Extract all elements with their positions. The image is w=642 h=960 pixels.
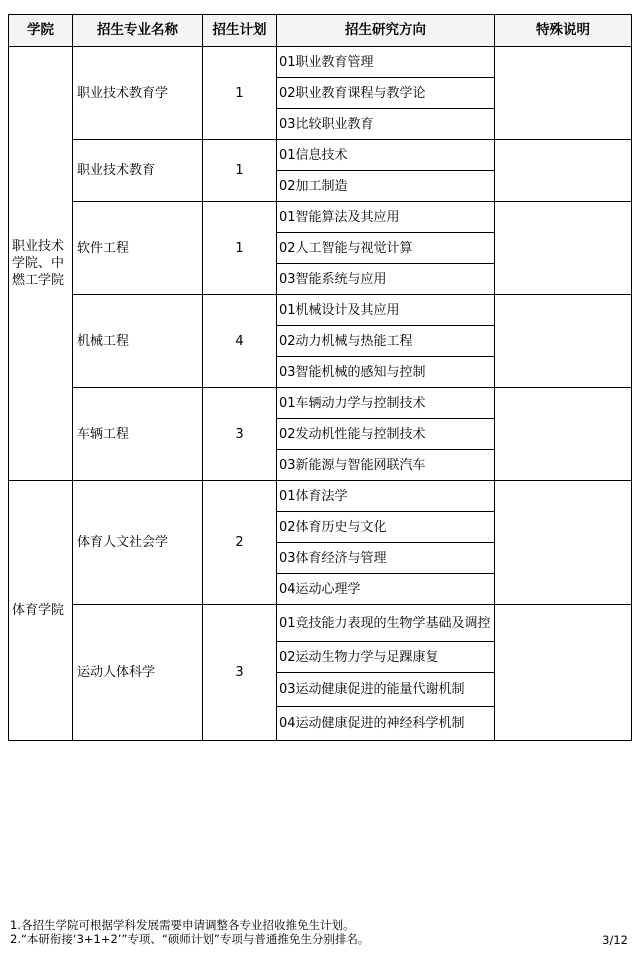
college-cell: 职业技术学院、中燃工学院 [9,47,73,481]
direction-cell: 01车辆动力学与控制技术 [277,388,495,419]
direction-cell: 02运动生物力学与足踝康复 [277,642,495,673]
plan-count-cell: 1 [203,47,277,140]
plan-count-cell: 4 [203,295,277,388]
direction-cell: 01体育法学 [277,481,495,512]
direction-cell: 02加工制造 [277,171,495,202]
table-row [9,140,632,171]
direction-cell: 03新能源与智能网联汽车 [277,450,495,481]
direction-cell: 03运动健康促进的能量代谢机制 [277,673,495,707]
table-row [9,47,632,78]
direction-cell: 03智能机械的感知与控制 [277,357,495,388]
note-cell [495,202,632,295]
footnotes [10,918,369,946]
direction-cell: 02动力机械与热能工程 [277,326,495,357]
header-major: 招生专业名称 [73,15,203,47]
college-cell: 体育学院 [9,481,73,741]
direction-cell: 02职业教育课程与教学论 [277,78,495,109]
header-direction: 招生研究方向 [277,15,495,47]
direction-cell: 01智能算法及其应用 [277,202,495,233]
direction-cell: 01机械设计及其应用 [277,295,495,326]
major-name-cell: 车辆工程 [73,388,203,481]
direction-cell: 01竞技能力表现的生物学基础及调控 [277,605,495,642]
direction-cell: 03智能系统与应用 [277,264,495,295]
direction-cell: 01职业教育管理 [277,47,495,78]
plan-count-cell: 1 [203,202,277,295]
table-row [9,295,632,326]
direction-cell: 02人工智能与视觉计算 [277,233,495,264]
table-row [9,202,632,233]
table-row [9,605,632,642]
footnote-2: 2.“本研衔接‘3+1+2’”专项、“硕师计划”专项与普通推免生分别排名。 [10,932,370,946]
direction-cell: 01信息技术 [277,140,495,171]
major-name-cell: 运动人体科学 [73,605,203,741]
major-name-cell: 职业技术教育学 [73,47,203,140]
table-row [9,388,632,419]
note-cell [495,140,632,202]
direction-cell: 02发动机性能与控制技术 [277,419,495,450]
note-cell [495,605,632,741]
direction-cell: 04运动心理学 [277,574,495,605]
plan-count-cell: 2 [203,481,277,605]
major-name-cell: 职业技术教育 [73,140,203,202]
page-number: 3/12 [602,933,628,947]
header-plan: 招生计划 [203,15,277,47]
major-name-cell: 机械工程 [73,295,203,388]
plan-count-cell: 3 [203,388,277,481]
enrollment-plan-table [8,14,632,741]
note-cell [495,388,632,481]
direction-cell: 02体育历史与文化 [277,512,495,543]
major-name-cell: 体育人文社会学 [73,481,203,605]
note-cell [495,47,632,140]
direction-cell: 03比较职业教育 [277,109,495,140]
note-cell [495,295,632,388]
header-note: 特殊说明 [495,15,632,47]
header-college: 学院 [9,15,73,47]
major-name-cell: 软件工程 [73,202,203,295]
direction-cell: 03体育经济与管理 [277,543,495,574]
footnote-1: 1.各招生学院可根据学科发展需要申请调整各专业招收推免生计划。 [10,918,355,932]
direction-cell: 04运动健康促进的神经科学机制 [277,707,495,741]
plan-count-cell: 1 [203,140,277,202]
plan-count-cell: 3 [203,605,277,741]
table-row [9,481,632,512]
table-header-row [9,15,632,47]
note-cell [495,481,632,605]
